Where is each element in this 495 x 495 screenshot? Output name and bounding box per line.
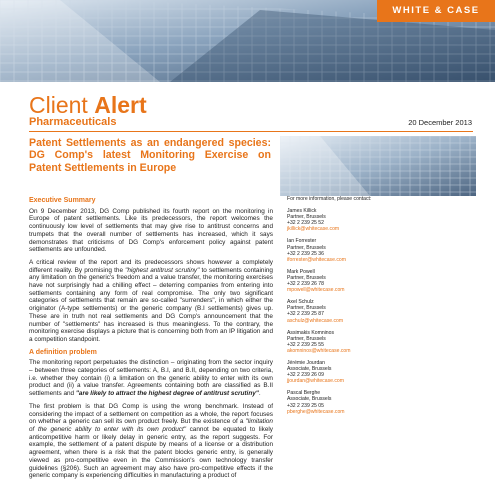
contact-phone: +32 2 239 25 05 bbox=[287, 402, 324, 409]
contact-name: Axel Schulz bbox=[287, 299, 314, 306]
contact-name: Jérémie Jourdan bbox=[287, 359, 325, 366]
brand-logo: WHITE & CASE bbox=[377, 0, 495, 22]
contact-role: Partner, Brussels bbox=[287, 214, 326, 221]
contact-name: Ian Forrester bbox=[287, 238, 317, 245]
contact-name: James Killick bbox=[287, 208, 317, 215]
contact-card bbox=[287, 208, 437, 232]
client-alert-bold: Alert bbox=[94, 92, 147, 118]
contact-phone: +32 2 239 26 09 bbox=[287, 372, 324, 379]
contact-role: Partner, Brussels bbox=[287, 274, 326, 281]
contact-email-link[interactable]: aschulz@whitecase.com bbox=[287, 317, 344, 324]
contact-phone: +32 2 239 25 52 bbox=[287, 220, 324, 227]
practice-area: Pharmaceuticals bbox=[29, 116, 117, 128]
paragraph-2: A critical review of the report and its predecessors shows however a completely different reality. By promising the "highest antitrust scrutiny" to settlements containing any limitation on the generic's freedom and a value transfer, the monitoring exercises have not surprisingly had a chilling effect – deterring companies from entering into settlements containing any form of real compromise. The only two significant categories of settlements that remain are so-called "surrenders", in which either the originator (A-type settlements) or the generic company (B.I settlements) gives up. These are in truth not real settlements and DG Comp's announcement that the number of "settlements" has increased is thus meaningless. To the contrary, the monitoring exercise displays a picture that is concerning both from an IP litigation and a competition standpoint. bbox=[29, 258, 273, 343]
article-title: Patent Settlements as an endangered species: DG Comp's latest Monitoring Exercise on Patent Settlements in Europe bbox=[29, 137, 271, 174]
contact-role: Partner, Brussels bbox=[287, 305, 326, 312]
contact-card bbox=[287, 360, 437, 384]
contact-name: Pascal Berghe bbox=[287, 390, 321, 397]
header-banner bbox=[0, 0, 495, 82]
client-alert-light: Client bbox=[29, 92, 88, 118]
contact-email-link[interactable]: jkillick@whitecase.com bbox=[287, 226, 340, 233]
contact-card bbox=[287, 238, 437, 262]
article-body bbox=[29, 197, 273, 485]
paragraph-1: On 9 December 2013, DG Comp published its fourth report on the monitoring in Europe of patent settlements. Like its predecessors, the report welcomes the continuously low level of settlements that may give rise to antitrust concerns and trumpets that the overall number of settlements has increased, which it says demonstrates that criticisms of DG Comp's enforcement policy against patent settlements are unfounded. bbox=[29, 207, 273, 254]
contact-role: Associate, Brussels bbox=[287, 396, 332, 403]
contact-card bbox=[287, 390, 437, 414]
publication-date: 20 December 2013 bbox=[408, 118, 472, 127]
contact-card bbox=[287, 269, 437, 293]
contacts-sidebar bbox=[287, 196, 437, 421]
contact-card bbox=[287, 330, 437, 354]
contact-role: Associate, Brussels bbox=[287, 366, 332, 373]
building-photo bbox=[280, 136, 476, 196]
executive-summary-heading: Executive Summary bbox=[29, 197, 96, 204]
paragraph-4: The first problem is that DG Comp is using the wrong benchmark. Instead of considering the impact of a settlement on competition as a whole, the report focuses on whether a generic can sell its own product freely. But the existence of a "limitation of the generic ability to enter with its own product" cannot be equated to likely anticompetitive harm or likely delay in generic entry, as the report suggests. For example, the settlement of a patent dispute by means of a license or a distribution agreement, when there is a risk that the patent blocks generic entry, is generally viewed as pro-competitive even in the Commission's own technology transfer guidelines (§206). Such an agreement may also have pro-competitive effects if the generic company is experiencing difficulties in manufacturing a product of bbox=[29, 402, 273, 480]
paragraph-3: The monitoring report perpetuates the distinction – originating from the sector inquiry – between three categories of settlements: A, B.I, and B.II, depending on two criteria, i.e. whether they contain (i) a limitation on the generic ability to enter with its own product and (ii) a value transfer. Agreements containing both are classified as B.II settlements and "are likely to attract the highest degree of antitrust scrutiny". bbox=[29, 359, 273, 398]
contact-phone: +32 2 239 25 55 bbox=[287, 341, 324, 348]
contact-role: Partner, Brussels bbox=[287, 244, 326, 251]
contact-email-link[interactable]: pberghe@whitecase.com bbox=[287, 408, 345, 415]
contact-email-link[interactable]: jjourdan@whitecase.com bbox=[287, 378, 344, 385]
contact-phone: +32 2 239 26 78 bbox=[287, 281, 324, 288]
contact-email-link[interactable]: akomninos@whitecase.com bbox=[287, 347, 351, 354]
contact-phone: +32 2 239 25 87 bbox=[287, 311, 324, 318]
contact-card bbox=[287, 299, 437, 323]
divider bbox=[29, 131, 473, 132]
contact-name: Mark Powell bbox=[287, 268, 315, 275]
client-alert-title bbox=[29, 93, 147, 117]
contacts-intro: For more information, please contact: bbox=[287, 196, 372, 202]
contact-name: Assimakis Komninos bbox=[287, 329, 334, 336]
contact-role: Partner, Brussels bbox=[287, 335, 326, 342]
contact-phone: +32 2 239 25 36 bbox=[287, 250, 324, 257]
contact-email-link[interactable]: mpowell@whitecase.com bbox=[287, 287, 345, 294]
contact-email-link[interactable]: iforrester@whitecase.com bbox=[287, 256, 346, 263]
definition-problem-heading: A definition problem bbox=[29, 348, 97, 356]
